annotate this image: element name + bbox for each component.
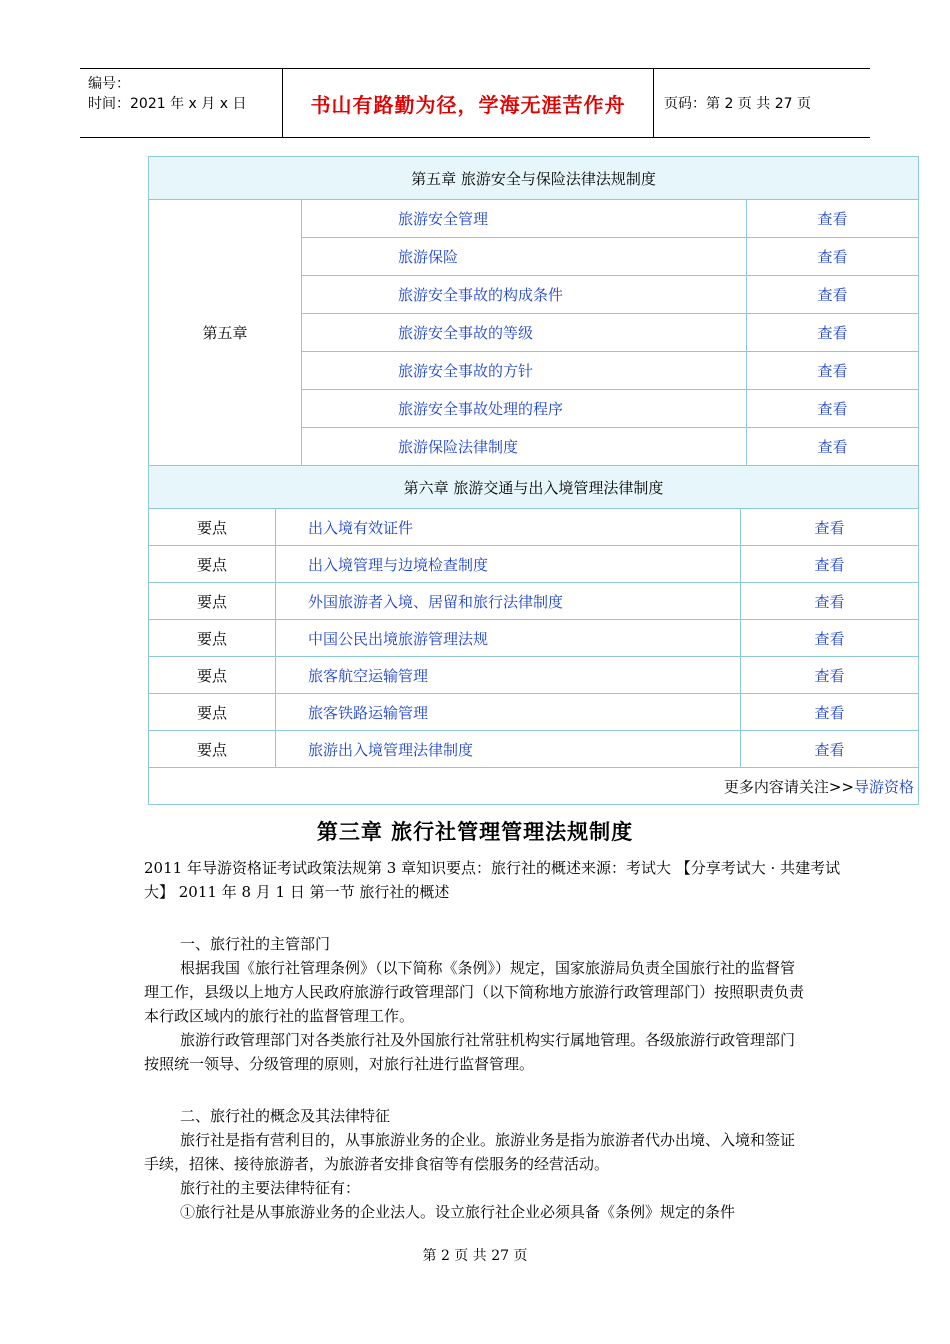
view-link[interactable]: 查看 [747, 200, 919, 238]
view-link[interactable]: 查看 [741, 694, 919, 731]
more-content-row [149, 768, 918, 805]
header-motto: 书山有路勤为径，学海无涯苦作舟 [310, 92, 626, 117]
view-link[interactable]: 查看 [741, 657, 919, 694]
header-time: 时间：2021 年 x 月 x 日 [88, 96, 247, 112]
section2-heading: 二、旅行社的概念及其法律特征 [180, 1107, 391, 1125]
view-link[interactable]: 查看 [741, 731, 919, 768]
view-link[interactable]: 查看 [747, 428, 919, 466]
point-label: 要点 [149, 620, 276, 657]
view-link[interactable]: 查看 [747, 352, 919, 390]
chapter6-item-link[interactable]: 中国公民出境旅游管理法规 [276, 620, 741, 657]
point-label: 要点 [149, 694, 276, 731]
intro-line-1: 2011 年导游资格证考试政策法规第 3 章知识要点：旅行社的概述来源：考试大 【分享考试大 · 共建考试 [144, 859, 841, 877]
chapter5-item-link[interactable]: 旅游保险 [302, 238, 747, 276]
point-label: 要点 [149, 546, 276, 583]
point-label: 要点 [149, 509, 276, 546]
view-link[interactable]: 查看 [741, 583, 919, 620]
view-link[interactable]: 查看 [747, 390, 919, 428]
chapter6-item-link[interactable]: 出入境管理与边境检查制度 [276, 546, 741, 583]
page-footer: 第 2 页 共 27 页 [422, 1248, 528, 1264]
intro-line-2: 大】 2011 年 8 月 1 日 第一节 旅行社的概述 [144, 883, 450, 901]
guide-qualification-link[interactable]: 导游资格 [853, 777, 914, 796]
chapter5-item-link[interactable]: 旅游安全事故处理的程序 [302, 390, 747, 428]
point-label: 要点 [149, 657, 276, 694]
chapter5-item-link[interactable]: 旅游安全管理 [302, 200, 747, 238]
topics-table [148, 156, 919, 805]
section2-paragraph-1: 旅行社是指有营利目的，从事旅游业务的企业。旅游业务是指为旅游者代办出境、入境和签证手续，招徕、接待旅游者，为旅游者安排食宿等有偿服务的经营活动。 [144, 1131, 796, 1173]
view-link[interactable]: 查看 [747, 238, 919, 276]
chapter6-item-link[interactable]: 旅游出入境管理法律制度 [276, 731, 741, 768]
view-link[interactable]: 查看 [741, 546, 919, 583]
chapter5-item-link[interactable]: 旅游保险法律制度 [302, 428, 747, 466]
header-meta-cell [80, 69, 283, 137]
header-page-number: 页码：第 2 页 共 27 页 [664, 96, 811, 112]
chapter5-title: 第五章 旅游安全与保险法律法规制度 [149, 157, 919, 200]
page-header [80, 68, 870, 138]
header-page-cell [654, 69, 870, 137]
point-label: 要点 [149, 731, 276, 768]
section2-paragraph-3: ①旅行社是从事旅游业务的企业法人。设立旅行社企业必须具备《条例》规定的条件 [180, 1203, 736, 1221]
chapter6-item-link[interactable]: 旅客铁路运输管理 [276, 694, 741, 731]
chapter6-title: 第六章 旅游交通与出入境管理法律制度 [149, 466, 918, 509]
chapter6-table [149, 466, 918, 804]
section2-paragraph-2: 旅行社的主要法律特征有： [180, 1179, 361, 1197]
point-label: 要点 [149, 583, 276, 620]
chapter3-title: 第三章 旅行社管理管理法规制度 [316, 819, 634, 844]
header-motto-cell [283, 69, 654, 137]
chapter5-item-link[interactable]: 旅游安全事故的等级 [302, 314, 747, 352]
chapter6-item-link[interactable]: 出入境有效证件 [276, 509, 741, 546]
view-link[interactable]: 查看 [741, 620, 919, 657]
section1-paragraph-1: 根据我国《旅行社管理条例》（以下简称《条例》）规定，国家旅游局负责全国旅行社的监督管理工作，县级以上地方人民政府旅游行政管理部门（以下简称地方旅游行政管理部门）按照职责负责本行政区域内的旅行社的监督管理工作。 [144, 959, 805, 1025]
chapter6-item-link[interactable]: 旅客航空运输管理 [276, 657, 741, 694]
chapter5-item-link[interactable]: 旅游安全事故的方针 [302, 352, 747, 390]
header-number: 编号： [88, 76, 130, 92]
chapter5-item-link[interactable]: 旅游安全事故的构成条件 [302, 276, 747, 314]
view-link[interactable]: 查看 [741, 509, 919, 546]
section1-paragraph-2: 旅游行政管理部门对各类旅行社及外国旅行社常驻机构实行属地管理。各级旅游行政管理部门按照统一领导、分级管理的原则，对旅行社进行监督管理。 [144, 1031, 796, 1073]
section1-heading: 一、旅行社的主管部门 [180, 935, 331, 953]
view-link[interactable]: 查看 [747, 276, 919, 314]
more-content-prefix: 更多内容请关注>> [723, 777, 854, 796]
chapter5-label: 第五章 [149, 200, 302, 466]
chapter6-item-link[interactable]: 外国旅游者入境、居留和旅行法律制度 [276, 583, 741, 620]
view-link[interactable]: 查看 [747, 314, 919, 352]
